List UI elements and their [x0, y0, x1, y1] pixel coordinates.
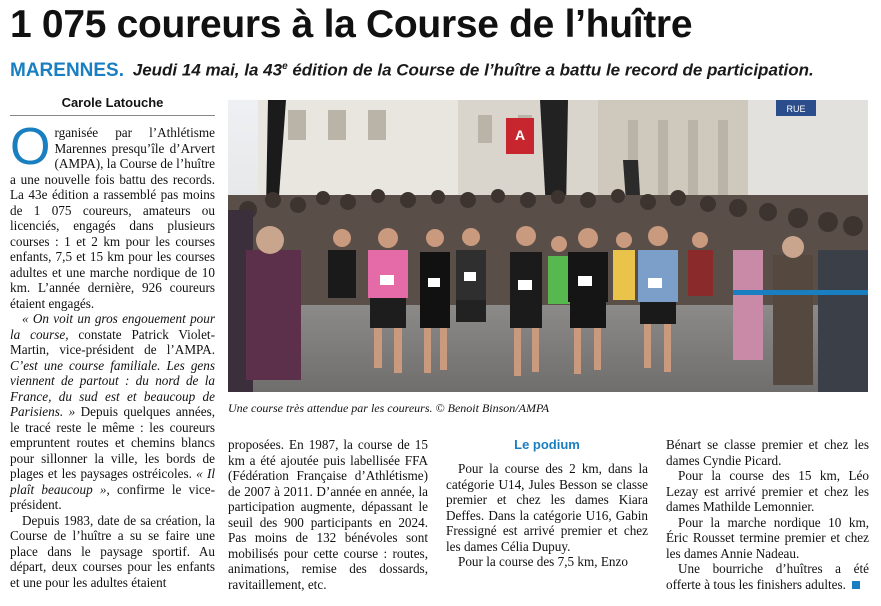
paragraph-text: Depuis quelques années, le tracé reste le même : les coureurs empruntent routes et chemins blancs pour sillonner la ville, les bords de plages et les paysages ostréicoles. [10, 404, 215, 481]
quote: C’est une course familiale. Les gens viennent de partout : du nord de la France, du sud est et beaucoup de Parisiens. » [10, 357, 215, 419]
paragraph: Depuis 1983, date de sa création, la Course de l’huître a su se faire une place dans le paysage sportif. Au départ, deux courses pour les enfants et une pour les adultes étaient [10, 512, 215, 590]
end-mark [852, 581, 860, 589]
quote: « Il plaît beaucoup » [10, 466, 216, 497]
paragraph-text: Une bourriche d’huîtres a été offerte à tous les finishers adultes. [666, 561, 869, 592]
article-column-2 [228, 437, 428, 592]
subhead-text-1: Jeudi 14 mai, la 43 [132, 60, 283, 80]
banner-letter: A [514, 127, 526, 143]
paragraph: Pour la marche nordique 10 km, Éric Rousset termine premier et chez les dames Annie Nadeau. [666, 514, 869, 561]
race-photo [228, 100, 868, 392]
dropcap: O [10, 118, 51, 176]
article-column-1 [10, 118, 216, 590]
photo-caption: Une course très attendue par les coureurs. © Benoit Binson/AMPA [228, 401, 550, 415]
paragraph [10, 311, 215, 513]
paragraph-text: , confirme le vice-président. [10, 481, 215, 512]
paragraph [10, 118, 215, 311]
paragraph [666, 561, 869, 592]
paragraph: Pour la course des 2 km, dans la catégorie U14, Jules Besson se classe premier et chez les dames Kiara Deffes. Dans la catégorie U16, Gabin Fressigné est arrivé premier et chez les dames Célia Dupuy. [446, 461, 648, 554]
paragraph: Pour la course des 15 km, Léo Lezay est arrivé premier et chez les dames Mathilde Lemonnier. [666, 468, 869, 514]
paragraph: Bénart se classe premier et chez les dames Cyndie Picard. [666, 437, 869, 468]
paragraph: Pour la course des 7,5 km, Enzo [458, 554, 628, 569]
street-sign-text: RUE [786, 104, 806, 114]
subhead [10, 56, 814, 82]
article-column-3 [446, 437, 648, 570]
headline: 1 075 coureurs à la Course de l’huître [10, 3, 693, 46]
paragraph-text: rganisée par l’Athlétisme Marennes presqu’île d’Arvert (AMPA), la Course de l’huître a une nouvelle fois battu des records. La 43e édition a rassemblé pas moins de 1 075 coureurs, amateurs ou licenciés, engagés dans plusieurs courses : 1 et 2 km pour les courses enfants, 7,5 et 15 km pour les courses adultes et une marche nordique de 10 km. L’année dernière, 926 coureurs étaient engagés. [10, 125, 215, 311]
author-byline: Carole Latouche [10, 95, 215, 116]
paragraph: proposées. En 1987, la course de 15 km a été ajoutée puis labellisée FFA (Fédération Française d’Athlétisme) de 2007 à 2011. D’année en année, la participation augmente, dépassant le seuil des 900 participants en 2024. Pas moins de 132 bénévoles sont mobilisés pour cette course : routes, animations, remise des dossards, ravitaillement, etc. [228, 437, 428, 592]
section-heading: Le podium [514, 437, 580, 452]
location-tag: MARENNES. [10, 59, 125, 81]
article-column-4 [666, 437, 869, 592]
subhead-sup: e [282, 61, 288, 72]
quote: « On voit un gros engouement pour la course, [10, 311, 215, 342]
subhead-text-2: édition de la Course de l’huître a battu le record de participation. [287, 60, 814, 80]
paragraph-text: constate Patrick Violet-Martin, vice-président de l’AMPA. [10, 326, 215, 357]
